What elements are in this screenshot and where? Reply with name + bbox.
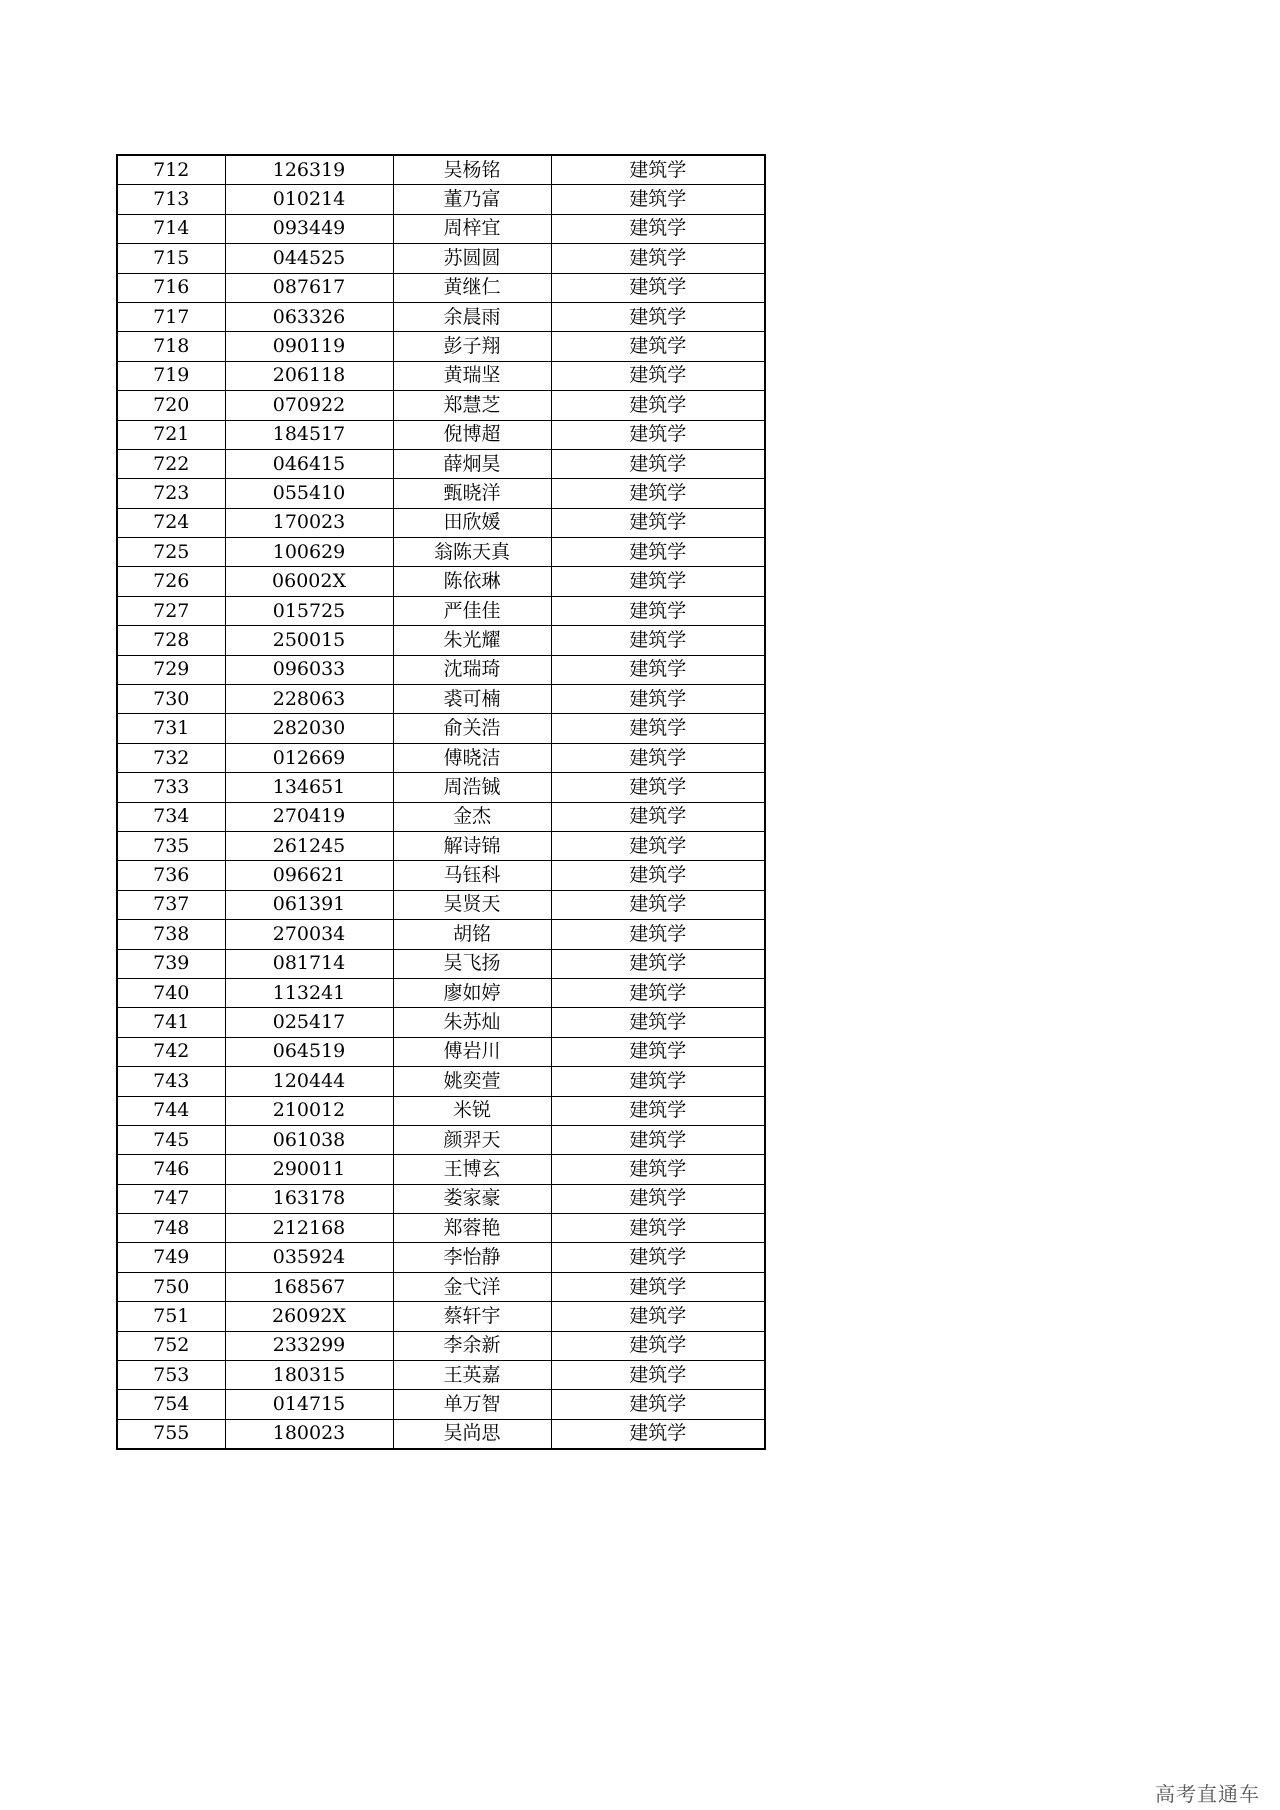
table-row: [117, 1155, 765, 1184]
major-cell: 建筑学: [551, 861, 765, 890]
major-cell: 建筑学: [551, 1067, 765, 1096]
id-cell: 134651: [225, 773, 393, 802]
id-cell: 210012: [225, 1096, 393, 1125]
seq-cell: 732: [117, 743, 225, 772]
seq-cell: 716: [117, 273, 225, 302]
major-cell: 建筑学: [551, 273, 765, 302]
major-cell: 建筑学: [551, 655, 765, 684]
id-cell: 012669: [225, 743, 393, 772]
major-cell: 建筑学: [551, 1419, 765, 1449]
table-row: [117, 655, 765, 684]
seq-cell: 740: [117, 978, 225, 1007]
name-cell: 单万智: [393, 1390, 551, 1419]
id-cell: 06002X: [225, 567, 393, 596]
id-cell: 046415: [225, 449, 393, 478]
table-row: [117, 1272, 765, 1301]
major-cell: 建筑学: [551, 214, 765, 243]
name-cell: 吴杨铭: [393, 155, 551, 185]
name-cell: 董乃富: [393, 185, 551, 214]
name-cell: 金杰: [393, 802, 551, 831]
table-row: [117, 685, 765, 714]
table-row: [117, 861, 765, 890]
name-cell: 苏圆圆: [393, 244, 551, 273]
id-cell: 282030: [225, 714, 393, 743]
table-row: [117, 1302, 765, 1331]
table-row: [117, 538, 765, 567]
id-cell: 290011: [225, 1155, 393, 1184]
major-cell: 建筑学: [551, 391, 765, 420]
table-row: [117, 714, 765, 743]
seq-cell: 730: [117, 685, 225, 714]
table-row: [117, 743, 765, 772]
id-cell: 113241: [225, 978, 393, 1007]
name-cell: 傅晓洁: [393, 743, 551, 772]
major-cell: 建筑学: [551, 1214, 765, 1243]
major-cell: 建筑学: [551, 596, 765, 625]
name-cell: 周浩铖: [393, 773, 551, 802]
seq-cell: 733: [117, 773, 225, 802]
name-cell: 沈瑞琦: [393, 655, 551, 684]
seq-cell: 737: [117, 890, 225, 919]
id-cell: 180023: [225, 1419, 393, 1449]
name-cell: 翁陈天真: [393, 538, 551, 567]
name-cell: 娄家豪: [393, 1184, 551, 1213]
major-cell: 建筑学: [551, 1302, 765, 1331]
seq-cell: 721: [117, 420, 225, 449]
table-row: [117, 831, 765, 860]
name-cell: 郑蓉艳: [393, 1214, 551, 1243]
seq-cell: 726: [117, 567, 225, 596]
id-cell: 081714: [225, 949, 393, 978]
name-cell: 周梓宜: [393, 214, 551, 243]
name-cell: 金弋洋: [393, 1272, 551, 1301]
name-cell: 王博玄: [393, 1155, 551, 1184]
major-cell: 建筑学: [551, 1125, 765, 1154]
major-cell: 建筑学: [551, 361, 765, 390]
major-cell: 建筑学: [551, 831, 765, 860]
id-cell: 064519: [225, 1037, 393, 1066]
major-cell: 建筑学: [551, 185, 765, 214]
name-cell: 解诗锦: [393, 831, 551, 860]
major-cell: 建筑学: [551, 1243, 765, 1272]
seq-cell: 731: [117, 714, 225, 743]
name-cell: 吴飞扬: [393, 949, 551, 978]
table-row: [117, 1390, 765, 1419]
major-cell: 建筑学: [551, 538, 765, 567]
name-cell: 俞关浩: [393, 714, 551, 743]
seq-cell: 745: [117, 1125, 225, 1154]
id-cell: 070922: [225, 391, 393, 420]
major-cell: 建筑学: [551, 802, 765, 831]
id-cell: 180315: [225, 1361, 393, 1390]
name-cell: 严佳佳: [393, 596, 551, 625]
seq-cell: 736: [117, 861, 225, 890]
table-row: [117, 890, 765, 919]
major-cell: 建筑学: [551, 1272, 765, 1301]
id-cell: 063326: [225, 302, 393, 331]
seq-cell: 734: [117, 802, 225, 831]
table-row: [117, 802, 765, 831]
seq-cell: 750: [117, 1272, 225, 1301]
table-row: [117, 1243, 765, 1272]
id-cell: 093449: [225, 214, 393, 243]
name-cell: 吴贤天: [393, 890, 551, 919]
seq-cell: 725: [117, 538, 225, 567]
table-row: [117, 1096, 765, 1125]
id-cell: 061038: [225, 1125, 393, 1154]
name-cell: 姚奕萱: [393, 1067, 551, 1096]
major-cell: 建筑学: [551, 714, 765, 743]
major-cell: 建筑学: [551, 1331, 765, 1360]
name-cell: 黄继仁: [393, 273, 551, 302]
id-cell: 100629: [225, 538, 393, 567]
seq-cell: 744: [117, 1096, 225, 1125]
table-row: [117, 391, 765, 420]
name-cell: 傅岩川: [393, 1037, 551, 1066]
major-cell: 建筑学: [551, 920, 765, 949]
id-cell: 126319: [225, 155, 393, 185]
major-cell: 建筑学: [551, 890, 765, 919]
name-cell: 吴尚思: [393, 1419, 551, 1449]
admission-list-table: [116, 154, 766, 1450]
id-cell: 015725: [225, 596, 393, 625]
table-row: [117, 508, 765, 537]
id-cell: 035924: [225, 1243, 393, 1272]
id-cell: 044525: [225, 244, 393, 273]
seq-cell: 720: [117, 391, 225, 420]
id-cell: 26092X: [225, 1302, 393, 1331]
id-cell: 120444: [225, 1067, 393, 1096]
id-cell: 025417: [225, 1008, 393, 1037]
name-cell: 李余新: [393, 1331, 551, 1360]
seq-cell: 755: [117, 1419, 225, 1449]
id-cell: 206118: [225, 361, 393, 390]
major-cell: 建筑学: [551, 978, 765, 1007]
id-cell: 168567: [225, 1272, 393, 1301]
id-cell: 170023: [225, 508, 393, 537]
table-row: [117, 1419, 765, 1449]
major-cell: 建筑学: [551, 685, 765, 714]
id-cell: 096033: [225, 655, 393, 684]
major-cell: 建筑学: [551, 1361, 765, 1390]
id-cell: 087617: [225, 273, 393, 302]
seq-cell: 753: [117, 1361, 225, 1390]
seq-cell: 728: [117, 626, 225, 655]
seq-cell: 742: [117, 1037, 225, 1066]
table-row: [117, 1008, 765, 1037]
major-cell: 建筑学: [551, 302, 765, 331]
table-row: [117, 596, 765, 625]
table-row: [117, 1067, 765, 1096]
name-cell: 胡铭: [393, 920, 551, 949]
name-cell: 彭子翔: [393, 332, 551, 361]
name-cell: 廖如婷: [393, 978, 551, 1007]
table-row: [117, 420, 765, 449]
table-row: [117, 567, 765, 596]
name-cell: 王英嘉: [393, 1361, 551, 1390]
major-cell: 建筑学: [551, 743, 765, 772]
id-cell: 055410: [225, 479, 393, 508]
major-cell: 建筑学: [551, 244, 765, 273]
seq-cell: 714: [117, 214, 225, 243]
major-cell: 建筑学: [551, 626, 765, 655]
watermark-text: 高考直通车: [1155, 1782, 1260, 1806]
seq-cell: 723: [117, 479, 225, 508]
major-cell: 建筑学: [551, 567, 765, 596]
table-row: [117, 773, 765, 802]
id-cell: 010214: [225, 185, 393, 214]
major-cell: 建筑学: [551, 449, 765, 478]
name-cell: 田欣媛: [393, 508, 551, 537]
seq-cell: 754: [117, 1390, 225, 1419]
major-cell: 建筑学: [551, 773, 765, 802]
seq-cell: 746: [117, 1155, 225, 1184]
table-row: [117, 1361, 765, 1390]
seq-cell: 752: [117, 1331, 225, 1360]
seq-cell: 735: [117, 831, 225, 860]
major-cell: 建筑学: [551, 155, 765, 185]
seq-cell: 751: [117, 1302, 225, 1331]
name-cell: 朱苏灿: [393, 1008, 551, 1037]
table-row: [117, 185, 765, 214]
major-cell: 建筑学: [551, 1008, 765, 1037]
id-cell: 212168: [225, 1214, 393, 1243]
table-row: [117, 332, 765, 361]
table-row: [117, 1125, 765, 1154]
table-row: [117, 1037, 765, 1066]
id-cell: 090119: [225, 332, 393, 361]
name-cell: 马钰科: [393, 861, 551, 890]
seq-cell: 747: [117, 1184, 225, 1213]
table-row: [117, 244, 765, 273]
table-row: [117, 449, 765, 478]
table-row: [117, 949, 765, 978]
name-cell: 李怡静: [393, 1243, 551, 1272]
id-cell: 270034: [225, 920, 393, 949]
name-cell: 米锐: [393, 1096, 551, 1125]
seq-cell: 717: [117, 302, 225, 331]
id-cell: 250015: [225, 626, 393, 655]
name-cell: 朱光耀: [393, 626, 551, 655]
table-row: [117, 1214, 765, 1243]
major-cell: 建筑学: [551, 949, 765, 978]
table-row: [117, 1331, 765, 1360]
seq-cell: 741: [117, 1008, 225, 1037]
seq-cell: 748: [117, 1214, 225, 1243]
table-row: [117, 361, 765, 390]
seq-cell: 739: [117, 949, 225, 978]
seq-cell: 724: [117, 508, 225, 537]
id-cell: 261245: [225, 831, 393, 860]
table-row: [117, 214, 765, 243]
id-cell: 096621: [225, 861, 393, 890]
id-cell: 184517: [225, 420, 393, 449]
table-row: [117, 155, 765, 185]
seq-cell: 743: [117, 1067, 225, 1096]
id-cell: 014715: [225, 1390, 393, 1419]
table-row: [117, 1184, 765, 1213]
major-cell: 建筑学: [551, 1390, 765, 1419]
seq-cell: 712: [117, 155, 225, 185]
name-cell: 余晨雨: [393, 302, 551, 331]
name-cell: 颜羿天: [393, 1125, 551, 1154]
table-row: [117, 302, 765, 331]
table-row: [117, 920, 765, 949]
name-cell: 陈依琳: [393, 567, 551, 596]
id-cell: 163178: [225, 1184, 393, 1213]
seq-cell: 715: [117, 244, 225, 273]
name-cell: 甄晓洋: [393, 479, 551, 508]
major-cell: 建筑学: [551, 1037, 765, 1066]
table-row: [117, 626, 765, 655]
name-cell: 黄瑞坚: [393, 361, 551, 390]
seq-cell: 738: [117, 920, 225, 949]
name-cell: 蔡轩宇: [393, 1302, 551, 1331]
major-cell: 建筑学: [551, 420, 765, 449]
major-cell: 建筑学: [551, 1096, 765, 1125]
table-row: [117, 273, 765, 302]
major-cell: 建筑学: [551, 1184, 765, 1213]
id-cell: 233299: [225, 1331, 393, 1360]
id-cell: 270419: [225, 802, 393, 831]
seq-cell: 713: [117, 185, 225, 214]
major-cell: 建筑学: [551, 332, 765, 361]
seq-cell: 727: [117, 596, 225, 625]
seq-cell: 729: [117, 655, 225, 684]
seq-cell: 718: [117, 332, 225, 361]
major-cell: 建筑学: [551, 1155, 765, 1184]
table-row: [117, 978, 765, 1007]
table-row: [117, 479, 765, 508]
major-cell: 建筑学: [551, 479, 765, 508]
seq-cell: 749: [117, 1243, 225, 1272]
seq-cell: 722: [117, 449, 225, 478]
seq-cell: 719: [117, 361, 225, 390]
name-cell: 倪博超: [393, 420, 551, 449]
id-cell: 228063: [225, 685, 393, 714]
id-cell: 061391: [225, 890, 393, 919]
name-cell: 裘可楠: [393, 685, 551, 714]
name-cell: 郑慧芝: [393, 391, 551, 420]
admission-list-body: [117, 155, 765, 1449]
name-cell: 薛炯昊: [393, 449, 551, 478]
major-cell: 建筑学: [551, 508, 765, 537]
